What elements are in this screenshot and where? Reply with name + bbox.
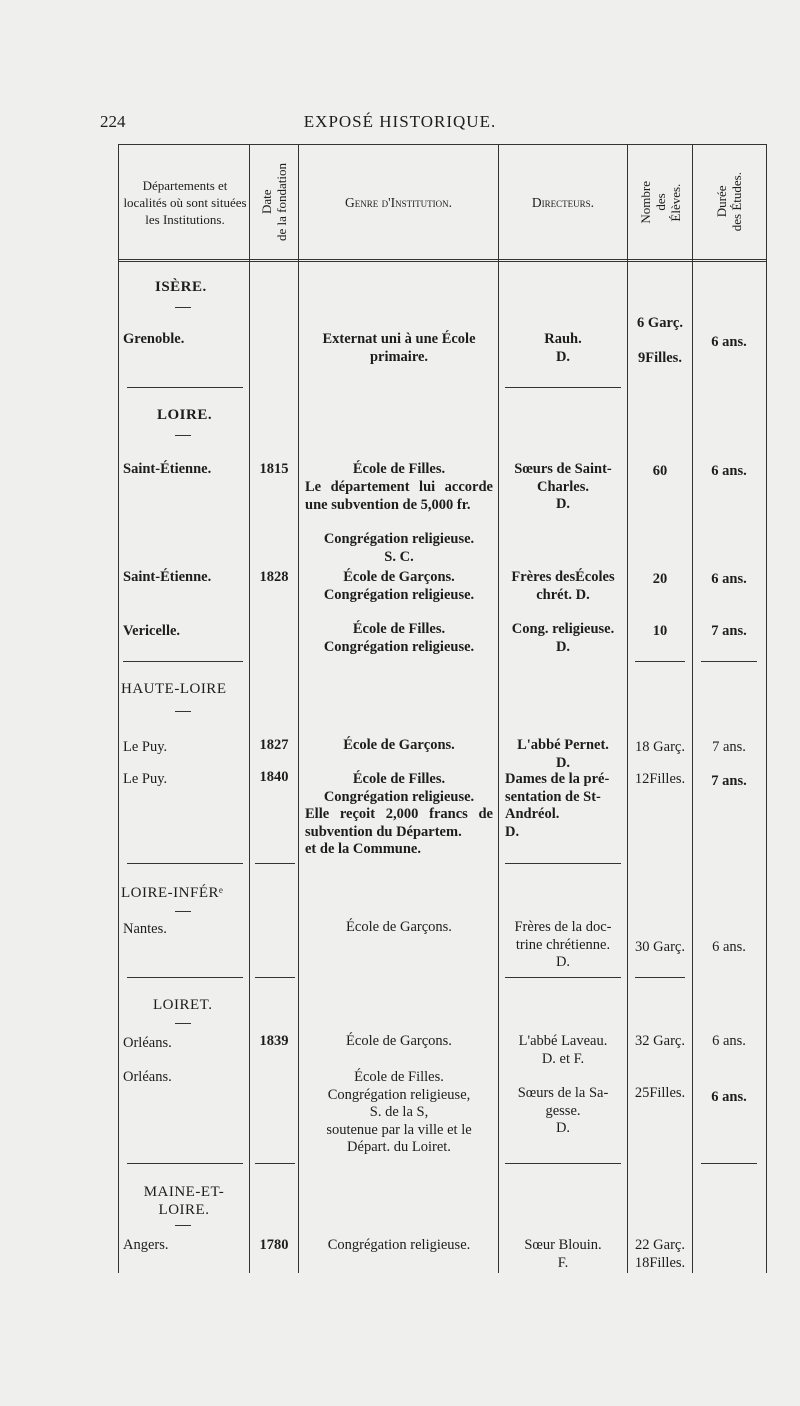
row-count: 12Filles. <box>634 771 686 787</box>
row-genre: École de Garçons. <box>346 919 452 935</box>
section-dash <box>175 1023 191 1024</box>
row-genre-body: Elle reçoit 2,000 francs de subvention du Départem. <box>305 806 493 840</box>
row-duration: 6 ans. <box>712 1033 746 1049</box>
row-date: 1840 <box>259 769 289 785</box>
column-divider <box>249 145 250 1273</box>
section-maine-et-loire: MAINE-ET- LOIRE. <box>143 1184 225 1218</box>
row-genre-body: Le département lui accorde une subvention de 5,000 fr. <box>305 479 493 513</box>
row-director: Cong. religieuse. D. <box>511 621 615 655</box>
header-directors: Directeurs. <box>531 194 595 210</box>
row-separator <box>123 661 243 662</box>
row-place: Orléans. <box>123 1035 172 1051</box>
row-separator <box>127 863 243 864</box>
section-dash <box>175 435 191 436</box>
row-count: 22 Garç. 18Filles. <box>634 1237 686 1271</box>
row-director: Sœurs de la Sa- gesse. D. <box>517 1085 609 1136</box>
row-place: Saint-Étienne. <box>123 461 212 477</box>
row-count: 25Filles. <box>634 1085 686 1101</box>
row-place: Angers. <box>123 1237 169 1253</box>
header-departments: Départements et localités où sont situées les Institutions. <box>123 177 247 227</box>
page-header <box>0 108 800 138</box>
row-count: 18 Garç. <box>635 739 685 755</box>
header-date: Date de la fondation <box>259 163 289 241</box>
section-dash <box>175 711 191 712</box>
row-duration: 7 ans. <box>711 773 747 789</box>
row-count: 20 <box>652 571 668 587</box>
row-count: 10 <box>652 623 668 639</box>
section-dash <box>175 1225 191 1226</box>
section-dash <box>175 307 191 308</box>
row-count: 30 Garç. <box>635 939 685 955</box>
row-director: Frères desÉcoles chrét. D. <box>511 569 615 603</box>
row-genre: École de Filles. Congrégation religieuse, S. de la S, soutenue par la ville et le Départ. du Loiret. <box>326 1069 472 1155</box>
row-place: Le Puy. <box>123 771 168 787</box>
row-duration: 7 ans. <box>711 623 747 639</box>
row-date: 1828 <box>259 569 289 585</box>
row-place: Le Puy. <box>123 739 168 755</box>
row-separator <box>701 661 757 662</box>
row-separator <box>127 977 243 978</box>
row-date: 1827 <box>259 737 289 753</box>
row-director: Sœur Blouin. F. <box>524 1237 602 1271</box>
row-date: 1780 <box>259 1237 289 1253</box>
row-genre-end: Congrégation religieuse. S. C. <box>323 531 475 565</box>
row-director: Dames de la pré- sentation de St- Andréol. D. <box>505 771 610 840</box>
section-loire-inferieure: LOIRE-INFÉRᵉ <box>121 885 224 901</box>
section-dash <box>175 911 191 912</box>
row-separator <box>505 1163 621 1164</box>
row-place: Orléans. <box>123 1069 172 1085</box>
row-genre: École de Garçons. <box>343 737 455 753</box>
row-separator <box>127 1163 243 1164</box>
section-loire: LOIRE. <box>157 407 213 423</box>
row-date: 1815 <box>259 461 289 477</box>
section-haute-loire: HAUTE-LOIRE <box>121 681 227 697</box>
header-genre: Genre d'Institution. <box>345 194 452 210</box>
row-genre: École de Garçons. Congrégation religieuse. <box>323 569 475 603</box>
row-place: Vericelle. <box>123 623 181 639</box>
row-genre-title: École de Filles. <box>352 461 446 477</box>
row-place: Grenoble. <box>123 331 185 347</box>
row-director: Sœurs de Saint- Charles. D. <box>514 461 612 512</box>
row-count: 60 <box>652 463 668 479</box>
row-genre-end: et de la Commune. <box>305 841 421 857</box>
row-separator <box>635 977 685 978</box>
row-genre: Congrégation religieuse. <box>327 1237 471 1253</box>
row-count: 6 Garç. 9Filles. <box>637 315 683 366</box>
column-divider <box>298 145 299 1273</box>
institutions-table <box>118 144 767 1273</box>
row-place: Saint-Étienne. <box>123 569 212 585</box>
row-genre-title: École de Filles. Congrégation religieuse. <box>323 771 475 805</box>
row-genre: École de Garçons. <box>346 1033 452 1049</box>
row-duration: 6 ans. <box>712 939 746 955</box>
header-duration: Durée des Études. <box>714 172 744 232</box>
row-duration: 6 ans. <box>711 334 747 350</box>
row-director: L'abbé Pernet. D. <box>517 737 609 771</box>
section-isere: ISÈRE. <box>155 279 207 295</box>
column-divider <box>498 145 499 1273</box>
row-place: Nantes. <box>123 921 167 937</box>
row-director: Rauh. D. <box>544 331 582 365</box>
row-separator <box>255 1163 295 1164</box>
row-separator <box>255 863 295 864</box>
row-duration: 6 ans. <box>711 571 747 587</box>
row-separator <box>701 1163 757 1164</box>
row-separator <box>635 661 685 662</box>
row-director: L'abbé Laveau. D. et F. <box>518 1033 608 1067</box>
row-director: Frères de la doc- trine chrétienne. D. <box>514 919 612 970</box>
row-separator <box>505 863 621 864</box>
row-date: 1839 <box>259 1033 289 1049</box>
row-separator <box>127 387 243 388</box>
row-genre: Externat uni à une École primaire. <box>322 331 476 365</box>
row-duration: 6 ans. <box>711 1089 747 1105</box>
section-loiret: LOIRET. <box>153 997 213 1013</box>
running-title: EXPOSÉ HISTORIQUE. <box>303 112 497 131</box>
row-duration: 6 ans. <box>711 463 747 479</box>
row-separator <box>505 387 621 388</box>
row-count: 32 Garç. <box>635 1033 685 1049</box>
row-genre: École de Filles. Congrégation religieuse. <box>323 621 475 655</box>
header-rule <box>119 259 766 262</box>
row-duration: 7 ans. <box>712 739 746 755</box>
row-separator <box>505 977 621 978</box>
header-count: Nombre des Élèves. <box>637 180 683 224</box>
page-number: 224 <box>100 112 126 131</box>
row-separator <box>255 977 295 978</box>
